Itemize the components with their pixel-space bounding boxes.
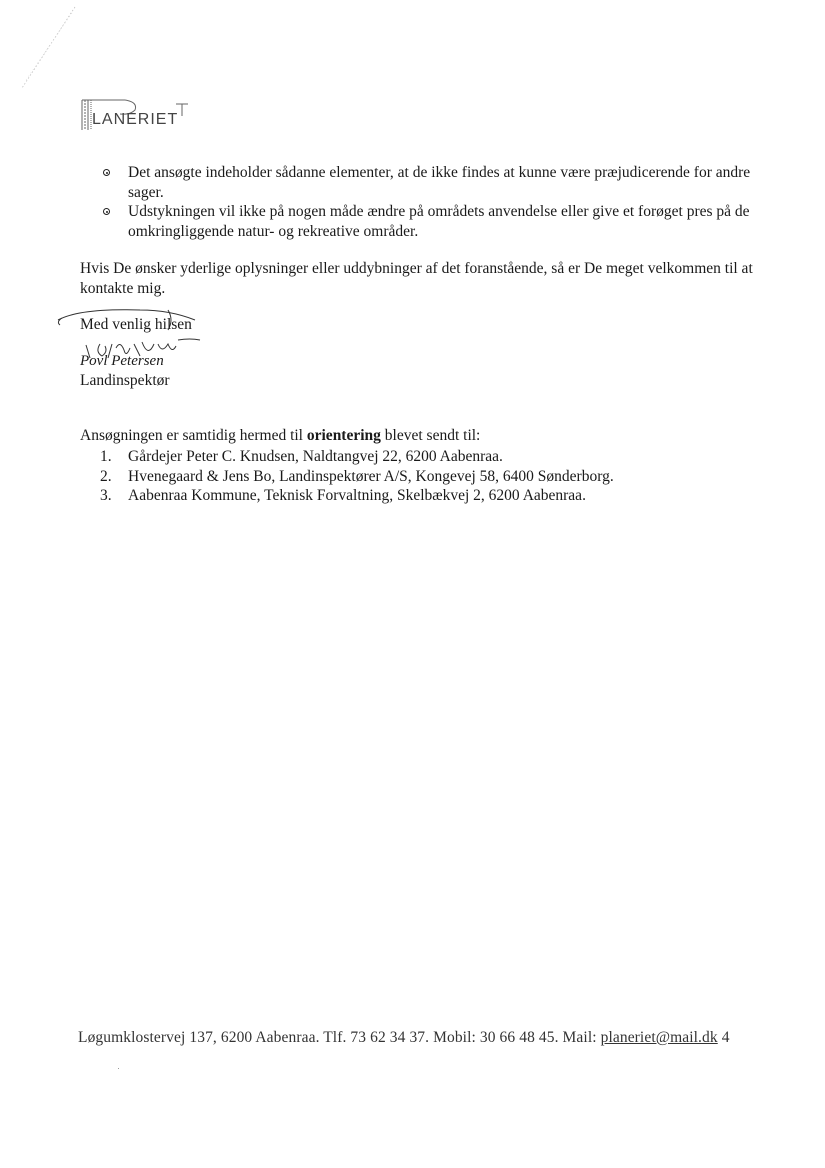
list-item — [103, 163, 763, 202]
list-number: 3. — [100, 487, 112, 504]
list-item — [103, 202, 763, 241]
company-logo — [80, 96, 200, 136]
scan-speck — [118, 1068, 119, 1069]
footer-email-link[interactable]: planeriet@mail.dk — [600, 1029, 718, 1046]
bullet-text: Det ansøgte indeholder sådanne elementer, at de ikke findes at kunne være præjudicerende for andre sager. — [128, 164, 751, 201]
bullet-icon — [103, 208, 110, 215]
recipient-list — [100, 447, 614, 506]
closing-salutation: Med venlig hilsen — [80, 316, 192, 333]
bullet-icon — [103, 169, 110, 176]
recipient-text: Aabenraa Kommune, Teknisk Forvaltning, Skelbækvej 2, 6200 Aabenraa. — [128, 487, 586, 504]
recipient-text: Hvenegaard & Jens Bo, Landinspektører A/S, Kongevej 58, 6400 Sønderborg. — [128, 467, 614, 485]
notice-bold: orientering — [306, 427, 381, 444]
list-item — [100, 447, 614, 467]
bullet-list — [103, 163, 763, 241]
recipient-text: Gårdejer Peter C. Knudsen, Naldtangvej 22, 6200 Aabenraa. — [128, 448, 503, 465]
signer-title: Landinspektør — [80, 372, 170, 389]
scan-streak — [20, 5, 80, 90]
page-number: 4 — [717, 1029, 730, 1046]
signer-name: Povl Petersen — [80, 353, 164, 369]
orientation-notice — [80, 427, 480, 445]
notice-text-before: Ansøgningen er samtidig hermed til — [80, 427, 307, 444]
list-number: 2. — [100, 467, 112, 485]
contact-paragraph: Hvis De ønsker yderlige oplysninger eller uddybninger af det foranstående, så er De meget velkommen til at kontakte mig. — [80, 260, 753, 297]
logo-text: LANERIET — [92, 111, 179, 128]
list-item — [100, 486, 614, 506]
list-item — [100, 467, 614, 487]
page-footer — [78, 1029, 730, 1047]
bullet-text: Udstykningen vil ikke på nogen måde ændre på områdets anvendelse eller give et forøget pres på de omkringliggende natur- og rekreative områder. — [128, 203, 750, 240]
list-number: 1. — [100, 448, 112, 465]
footer-address: Løgumklostervej 137, 6200 Aabenraa. Tlf. 73 62 34 37. Mobil: 30 66 48 45. Mail: — [78, 1029, 601, 1046]
notice-text-after: blevet sendt til: — [380, 427, 481, 444]
